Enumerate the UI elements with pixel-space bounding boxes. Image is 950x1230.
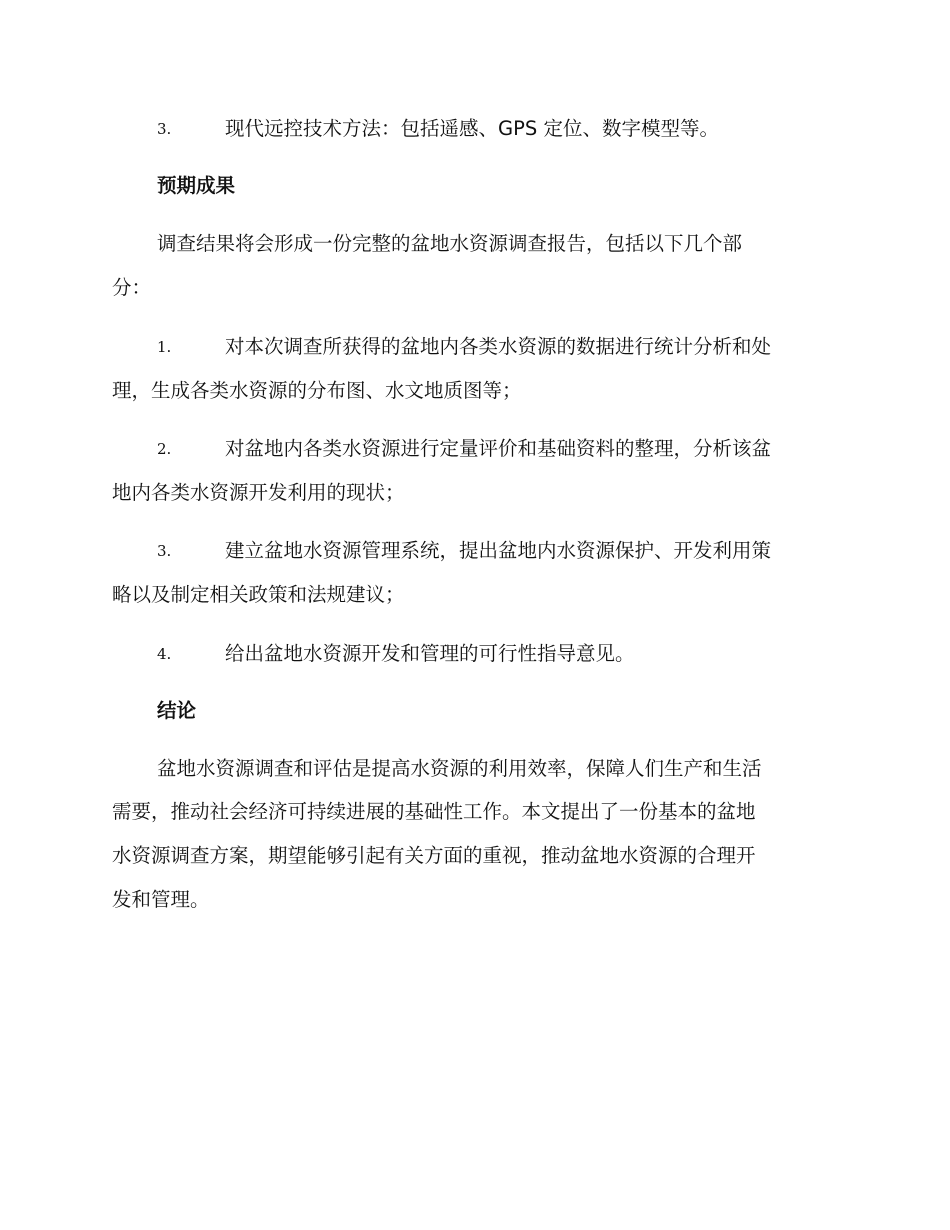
list-item-continuation: 地内各类水资源开发利用的现状； <box>112 481 405 504</box>
list-item-text: 对盆地内各类水资源进行定量评价和基础资料的整理，分析该盆 <box>225 437 772 460</box>
list-item-continuation: 理，生成各类水资源的分布图、水文地质图等； <box>112 379 522 402</box>
paragraph-line: 发和管理。 <box>112 888 210 911</box>
paragraph-line: 调查结果将会形成一份完整的盆地水资源调查报告，包括以下几个部 <box>157 232 743 255</box>
list-number: 4. <box>157 645 172 663</box>
list-item-text: 现代远控技术方法：包括遥感、GPS 定位、数字模型等。 <box>225 117 719 140</box>
paragraph-line: 盆地水资源调查和评估是提高水资源的利用效率，保障人们生产和生活 <box>157 757 762 780</box>
list-item-text: 给出盆地水资源开发和管理的可行性指导意见。 <box>225 642 635 665</box>
list-item-text: 对本次调查所获得的盆地内各类水资源的数据进行统计分析和处 <box>225 335 772 358</box>
list-number: 2. <box>157 440 172 458</box>
list-number: 3. <box>157 542 172 560</box>
paragraph-line: 水资源调查方案，期望能够引起有关方面的重视，推动盆地水资源的合理开 <box>112 844 756 867</box>
list-number: 3. <box>157 120 172 138</box>
paragraph-line: 分： <box>112 276 152 299</box>
paragraph-line: 需要，推动社会经济可持续进展的基础性工作。本文提出了一份基本的盆地 <box>112 800 756 823</box>
list-item-continuation: 略以及制定相关政策和法规建议； <box>112 583 405 606</box>
list-item-text: 建立盆地水资源管理系统，提出盆地内水资源保护、开发利用策 <box>225 539 772 562</box>
list-number: 1. <box>157 338 172 356</box>
section-heading-conclusion: 结论 <box>157 699 197 722</box>
section-heading-expected-results: 预期成果 <box>157 174 236 197</box>
